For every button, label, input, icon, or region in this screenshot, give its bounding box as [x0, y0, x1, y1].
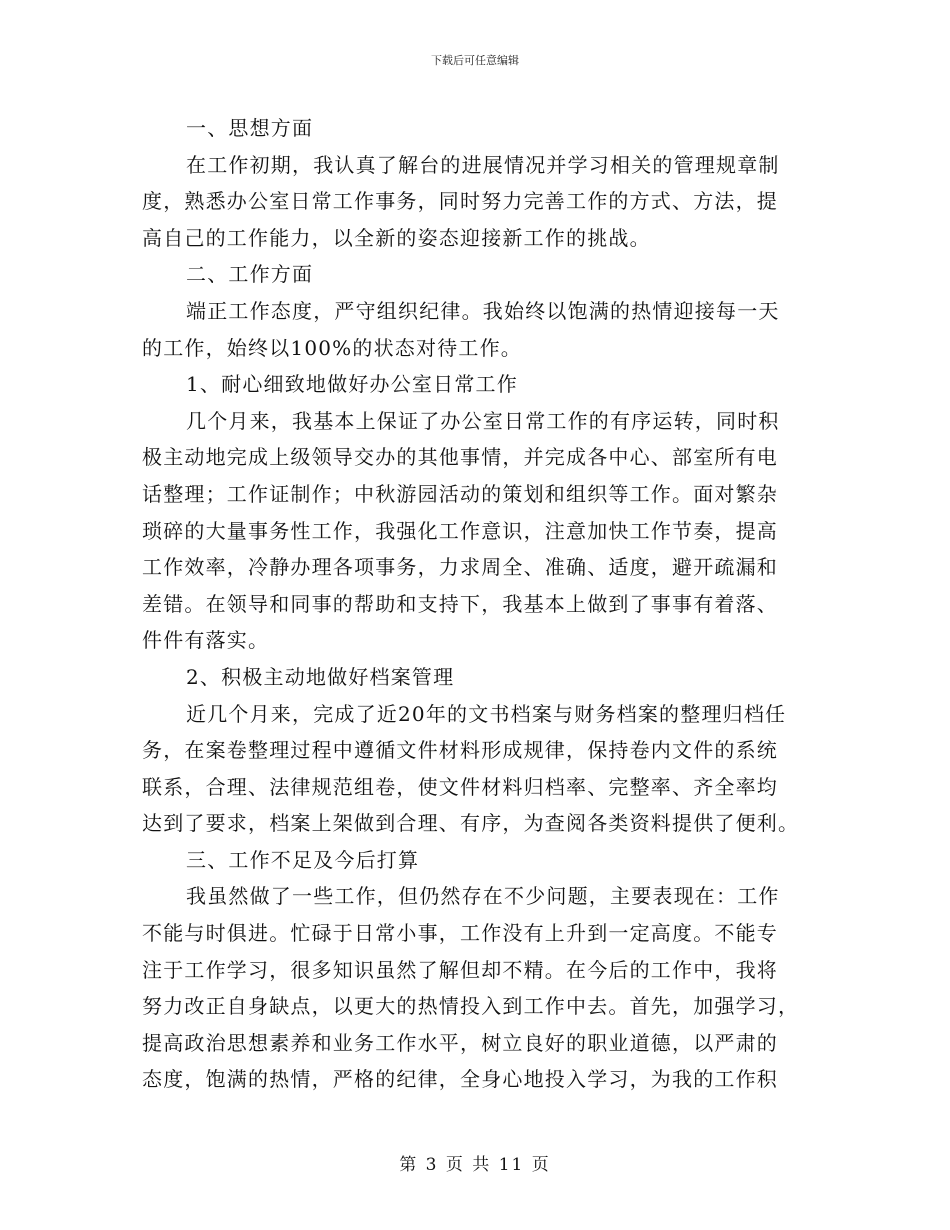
paragraph-line: 度，熟悉办公室日常工作事务，同时努力完善工作的方式、方法，提: [142, 189, 778, 214]
paragraph-line: 联系，合理、法律规范组卷，使文件材料归档率、完整率、齐全率均: [142, 774, 778, 799]
paragraph-line: 的工作，始终以100%的状态对待工作。: [142, 335, 522, 360]
paragraph-line: 高自己的工作能力，以全新的姿态迎接新工作的挑战。: [142, 225, 651, 250]
paragraph-line: 提高政治思想素养和业务工作水平，树立良好的职业道德，以严肃的: [142, 1030, 778, 1055]
paragraph-line: 努力改正自身缺点，以更大的热情投入到工作中去。首先，加强学习，: [142, 994, 800, 1019]
paragraph-line: 达到了要求，档案上架做到合理、有序，为查阅各类资料提供了便利。: [142, 811, 800, 836]
paragraph-line: 话整理；工作证制作；中秋游园活动的策划和组织等工作。面对繁杂: [142, 481, 778, 506]
paragraph-first-line: 几个月来，我基本上保证了办公室日常工作的有序运转，同时积: [186, 408, 780, 433]
paragraph-line: 件件有落实。: [142, 628, 270, 653]
paragraph-first-line: 近几个月来，完成了近20年的文书档案与财务档案的整理归档任: [186, 701, 787, 726]
paragraph-first-line: 端正工作态度，严守组织纪律。我始终以饱满的热情迎接每一天: [186, 298, 780, 323]
paragraph-first-line: 三、工作不足及今后打算: [186, 847, 420, 872]
paragraph-line: 务，在案卷整理过程中遵循文件材料形成规律，保持卷内文件的系统: [142, 738, 778, 763]
paragraph-first-line: 一、思想方面: [186, 116, 314, 140]
paragraph-line: 不能与时俱进。忙碌于日常小事，工作没有上升到一定高度。不能专: [142, 921, 778, 946]
paragraph-line: 注于工作学习，很多知识虽然了解但却不精。在今后的工作中，我将: [142, 957, 778, 982]
document-body: [142, 110, 800, 1098]
paragraph-line: 工作效率，冷静办理各项事务，力求周全、准确、适度，避开疏漏和: [142, 555, 778, 580]
paragraph-line: 差错。在领导和同事的帮助和支持下，我基本上做到了事事有着落、: [142, 591, 778, 616]
paragraph-line: 琐碎的大量事务性工作，我强化工作意识，注意加快工作节奏，提高: [142, 518, 778, 543]
page-number: 第 3 页 共 11 页: [399, 1155, 551, 1175]
paragraph-line: 态度，饱满的热情，严格的纪律，全身心地投入学习，为我的工作积: [142, 1067, 778, 1092]
paragraph-first-line: 二、工作方面: [186, 262, 314, 287]
paragraph-line: 极主动地完成上级领导交办的其他事情，并完成各中心、部室所有电: [142, 445, 778, 470]
paragraph-first-line: 在工作初期，我认真了解台的进展情况并学习相关的管理规章制: [186, 152, 780, 177]
paragraph-first-line: 我虽然做了一些工作，但仍然存在不少问题，主要表现在：工作: [186, 884, 780, 909]
paragraph-first-line: 1、耐心细致地做好办公室日常工作: [186, 372, 518, 397]
paragraph-first-line: 2、积极主动地做好档案管理: [186, 664, 455, 689]
page-header: 下载后可任意编辑: [431, 54, 519, 67]
